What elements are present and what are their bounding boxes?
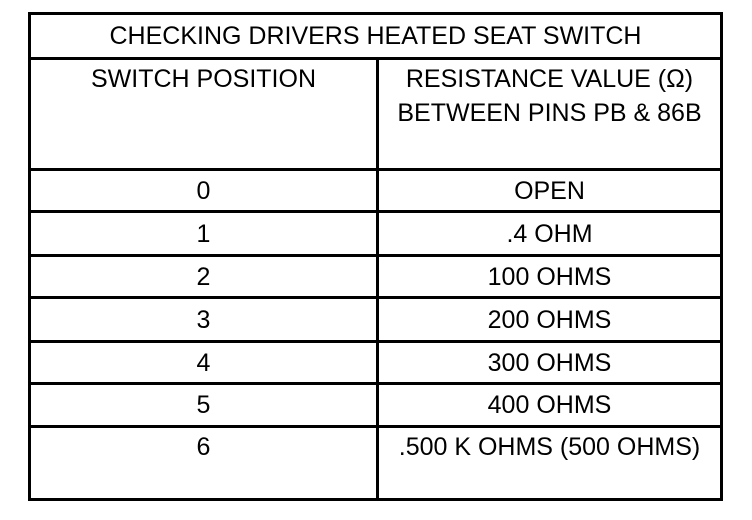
header-switch-position: SWITCH POSITION (31, 60, 379, 171)
row-6-position: 6 (31, 428, 379, 500)
row-0-position: 0 (31, 171, 379, 213)
row-5-position: 5 (31, 385, 379, 428)
row-4-resistance: 300 OHMS (379, 343, 720, 385)
header-resistance-value: RESISTANCE VALUE (Ω) BETWEEN PINS PB & 86B (379, 60, 720, 171)
row-0-resistance: OPEN (379, 171, 720, 213)
row-3-position: 3 (31, 299, 379, 343)
row-5-resistance: 400 OHMS (379, 385, 720, 428)
row-4-position: 4 (31, 343, 379, 385)
row-2-resistance: 100 OHMS (379, 257, 720, 299)
table-title: CHECKING DRIVERS HEATED SEAT SWITCH (31, 15, 720, 60)
row-1-position: 1 (31, 213, 379, 257)
row-3-resistance: 200 OHMS (379, 299, 720, 343)
row-2-position: 2 (31, 257, 379, 299)
heated-seat-switch-table (28, 12, 723, 501)
row-1-resistance: .4 OHM (379, 213, 720, 257)
row-6-resistance: .500 K OHMS (500 OHMS) (398, 433, 701, 461)
